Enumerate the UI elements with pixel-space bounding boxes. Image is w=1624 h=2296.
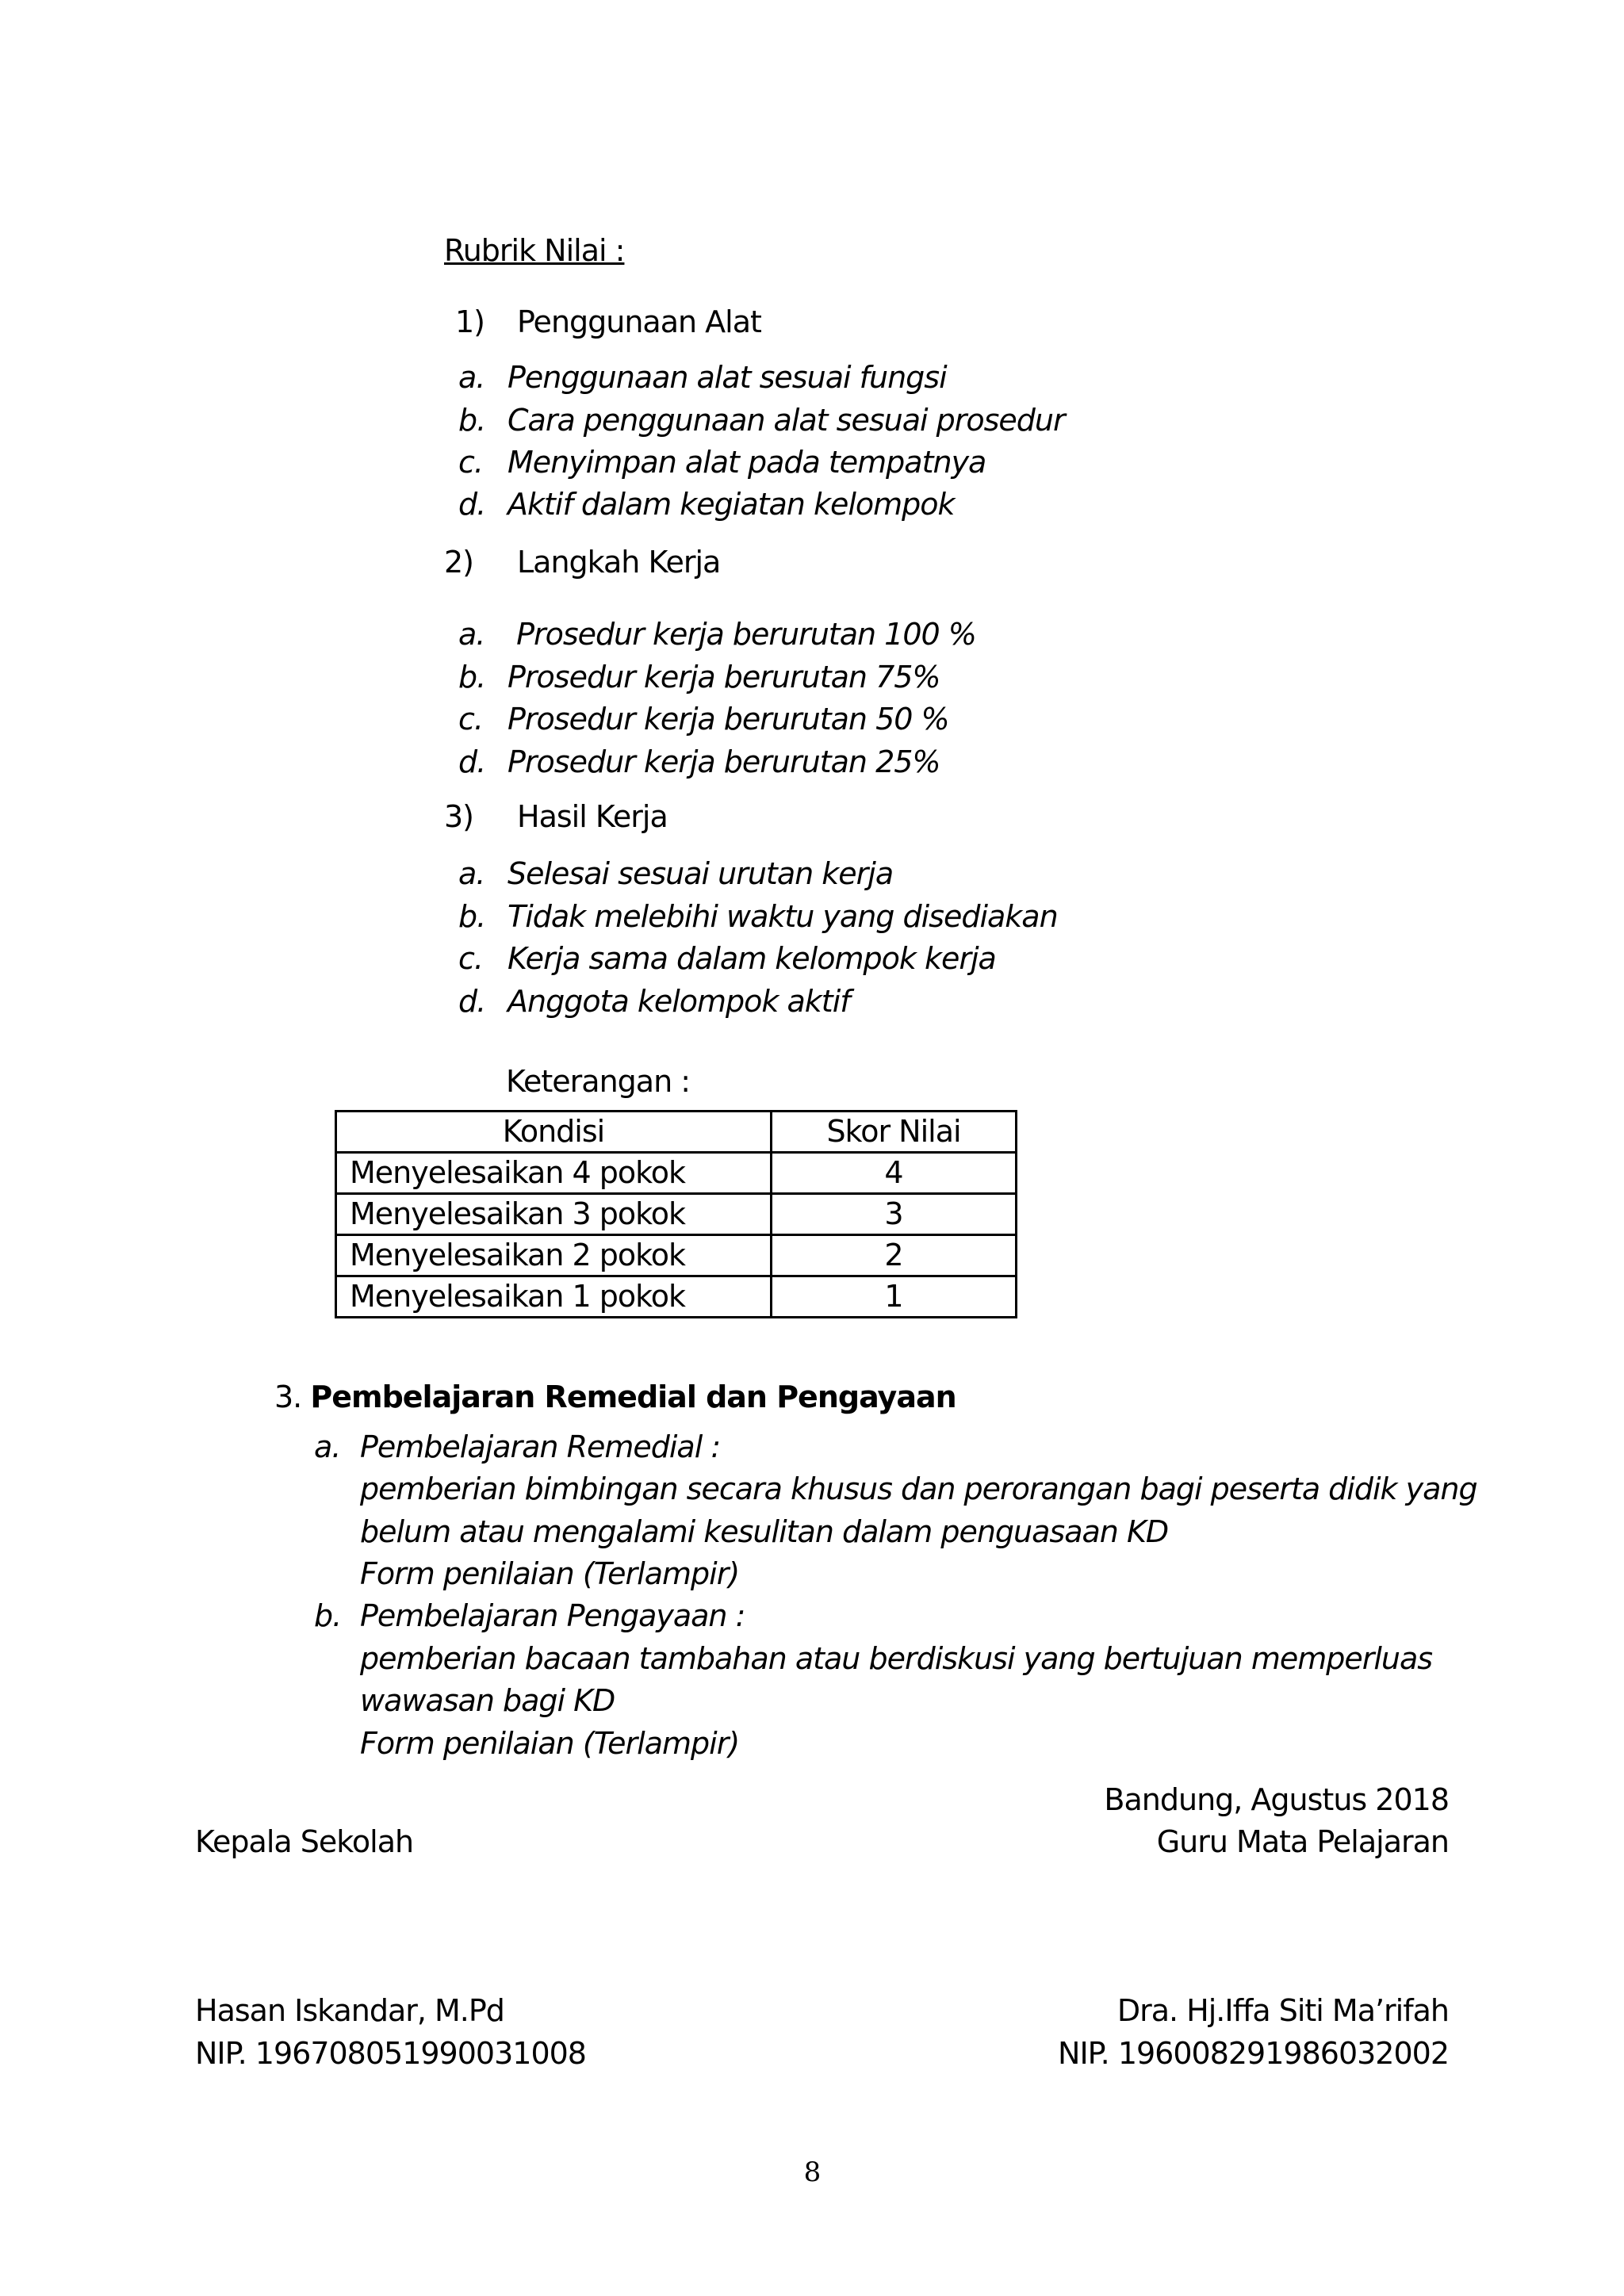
section-title: Hasil Kerja xyxy=(517,799,668,834)
column-header: Kondisi xyxy=(336,1112,772,1153)
item-letter: a. xyxy=(458,856,485,891)
heading-text: Pembelajaran Remedial dan Pengayaan xyxy=(310,1380,956,1414)
item-letter: d. xyxy=(458,744,486,779)
part-title: Pembelajaran Remedial : xyxy=(360,1429,721,1464)
table-cell: Menyelesaikan 2 pokok xyxy=(336,1235,772,1276)
keterangan-table xyxy=(335,1110,1017,1318)
part-letter: a. xyxy=(314,1429,341,1464)
item-text: Menyimpan alat pada tempatnya xyxy=(508,445,986,480)
table-row xyxy=(336,1276,1017,1318)
list-item xyxy=(458,401,1065,439)
table-cell: 4 xyxy=(772,1153,1017,1194)
column-header: Skor Nilai xyxy=(772,1112,1017,1153)
list-item xyxy=(458,743,940,781)
item-letter: c. xyxy=(458,941,483,976)
list-item xyxy=(458,855,893,893)
item-letter: a. xyxy=(458,617,485,652)
item-letter: b. xyxy=(458,403,486,438)
item-letter: d. xyxy=(458,487,486,522)
remedial-part-b-title xyxy=(314,1597,745,1635)
table-header-row xyxy=(336,1112,1017,1153)
section-3-title xyxy=(444,798,668,836)
item-text: Prosedur kerja berurutan 75% xyxy=(508,660,940,695)
paragraph-line: Form penilaian (Terlampir) xyxy=(360,1556,740,1591)
item-letter: a. xyxy=(458,360,485,395)
right-signer-role: Guru Mata Pelajaran xyxy=(1156,1824,1449,1859)
section-title: Penggunaan Alat xyxy=(517,304,761,339)
item-text: Tidak melebihi waktu yang disediakan xyxy=(508,899,1058,934)
item-text: Kerja sama dalam kelompok kerja xyxy=(508,941,996,976)
paragraph-line: pemberian bimbingan secara khusus dan perorangan bagi peserta didik yang xyxy=(360,1471,1477,1506)
item-letter: c. xyxy=(458,702,483,737)
list-item xyxy=(458,615,976,653)
item-text: Cara penggunaan alat sesuai prosedur xyxy=(508,403,1065,438)
table-cell: Menyelesaikan 1 pokok xyxy=(336,1276,772,1318)
part-letter: b. xyxy=(314,1598,342,1633)
item-text: Selesai sesuai urutan kerja xyxy=(508,856,894,891)
table-row xyxy=(336,1153,1017,1194)
list-item xyxy=(458,700,949,738)
section-number: 3) xyxy=(444,799,474,834)
place-date: Bandung, Agustus 2018 xyxy=(1104,1782,1449,1817)
part-title: Pembelajaran Pengayaan : xyxy=(360,1598,745,1633)
table-cell: Menyelesaikan 3 pokok xyxy=(336,1194,772,1235)
left-signer-name: Hasan Iskandar, M.Pd xyxy=(195,1993,504,2028)
paragraph-line: belum atau mengalami kesulitan dalam penguasaan KD xyxy=(360,1514,1169,1549)
table-row xyxy=(336,1235,1017,1276)
list-item xyxy=(458,897,1058,936)
paragraph-line: pemberian bacaan tambahan atau berdiskusi yang bertujuan memperluas xyxy=(360,1641,1433,1676)
table-cell: 1 xyxy=(772,1276,1017,1318)
paragraph-line: Form penilaian (Terlampir) xyxy=(360,1726,740,1761)
item-letter: c. xyxy=(458,445,483,480)
section-2-title xyxy=(444,543,720,581)
table-cell: 3 xyxy=(772,1194,1017,1235)
remedial-heading xyxy=(274,1378,956,1416)
item-text: Aktif dalam kegiatan kelompok xyxy=(508,487,955,522)
item-letter: b. xyxy=(458,660,486,695)
list-item xyxy=(458,939,996,978)
list-item xyxy=(458,443,986,481)
section-1-title xyxy=(455,303,761,341)
list-item xyxy=(458,485,955,523)
section-title: Langkah Kerja xyxy=(517,545,721,580)
page-number: 8 xyxy=(803,2156,821,2188)
right-signer-name: Dra. Hj.Iffa Siti Ma’rifah xyxy=(1116,1993,1449,2028)
left-signer-nip: NIP. 196708051990031008 xyxy=(195,2036,586,2071)
item-text: Prosedur kerja berurutan 50 % xyxy=(508,702,949,737)
list-item xyxy=(458,358,947,396)
table-cell: Menyelesaikan 4 pokok xyxy=(336,1153,772,1194)
list-item xyxy=(458,658,940,696)
section-number: 1) xyxy=(455,304,485,339)
item-text: Prosedur kerja berurutan 100 % xyxy=(508,617,976,652)
right-signer-nip: NIP. 196008291986032002 xyxy=(1058,2036,1449,2071)
table-cell: 2 xyxy=(772,1235,1017,1276)
list-item xyxy=(458,982,850,1020)
left-signer-role: Kepala Sekolah xyxy=(195,1824,414,1859)
item-text: Prosedur kerja berurutan 25% xyxy=(508,744,940,779)
table-row xyxy=(336,1194,1017,1235)
item-text: Anggota kelompok aktif xyxy=(508,984,850,1019)
keterangan-label: Keterangan : xyxy=(506,1064,691,1099)
paragraph-line: wawasan bagi KD xyxy=(360,1683,615,1718)
rubrik-heading: Rubrik Nilai : xyxy=(444,233,625,268)
item-text: Penggunaan alat sesuai fungsi xyxy=(508,360,947,395)
item-letter: d. xyxy=(458,984,486,1019)
item-letter: b. xyxy=(458,899,486,934)
remedial-part-a-title xyxy=(314,1428,720,1466)
heading-number: 3. xyxy=(274,1380,302,1414)
section-number: 2) xyxy=(444,545,474,580)
